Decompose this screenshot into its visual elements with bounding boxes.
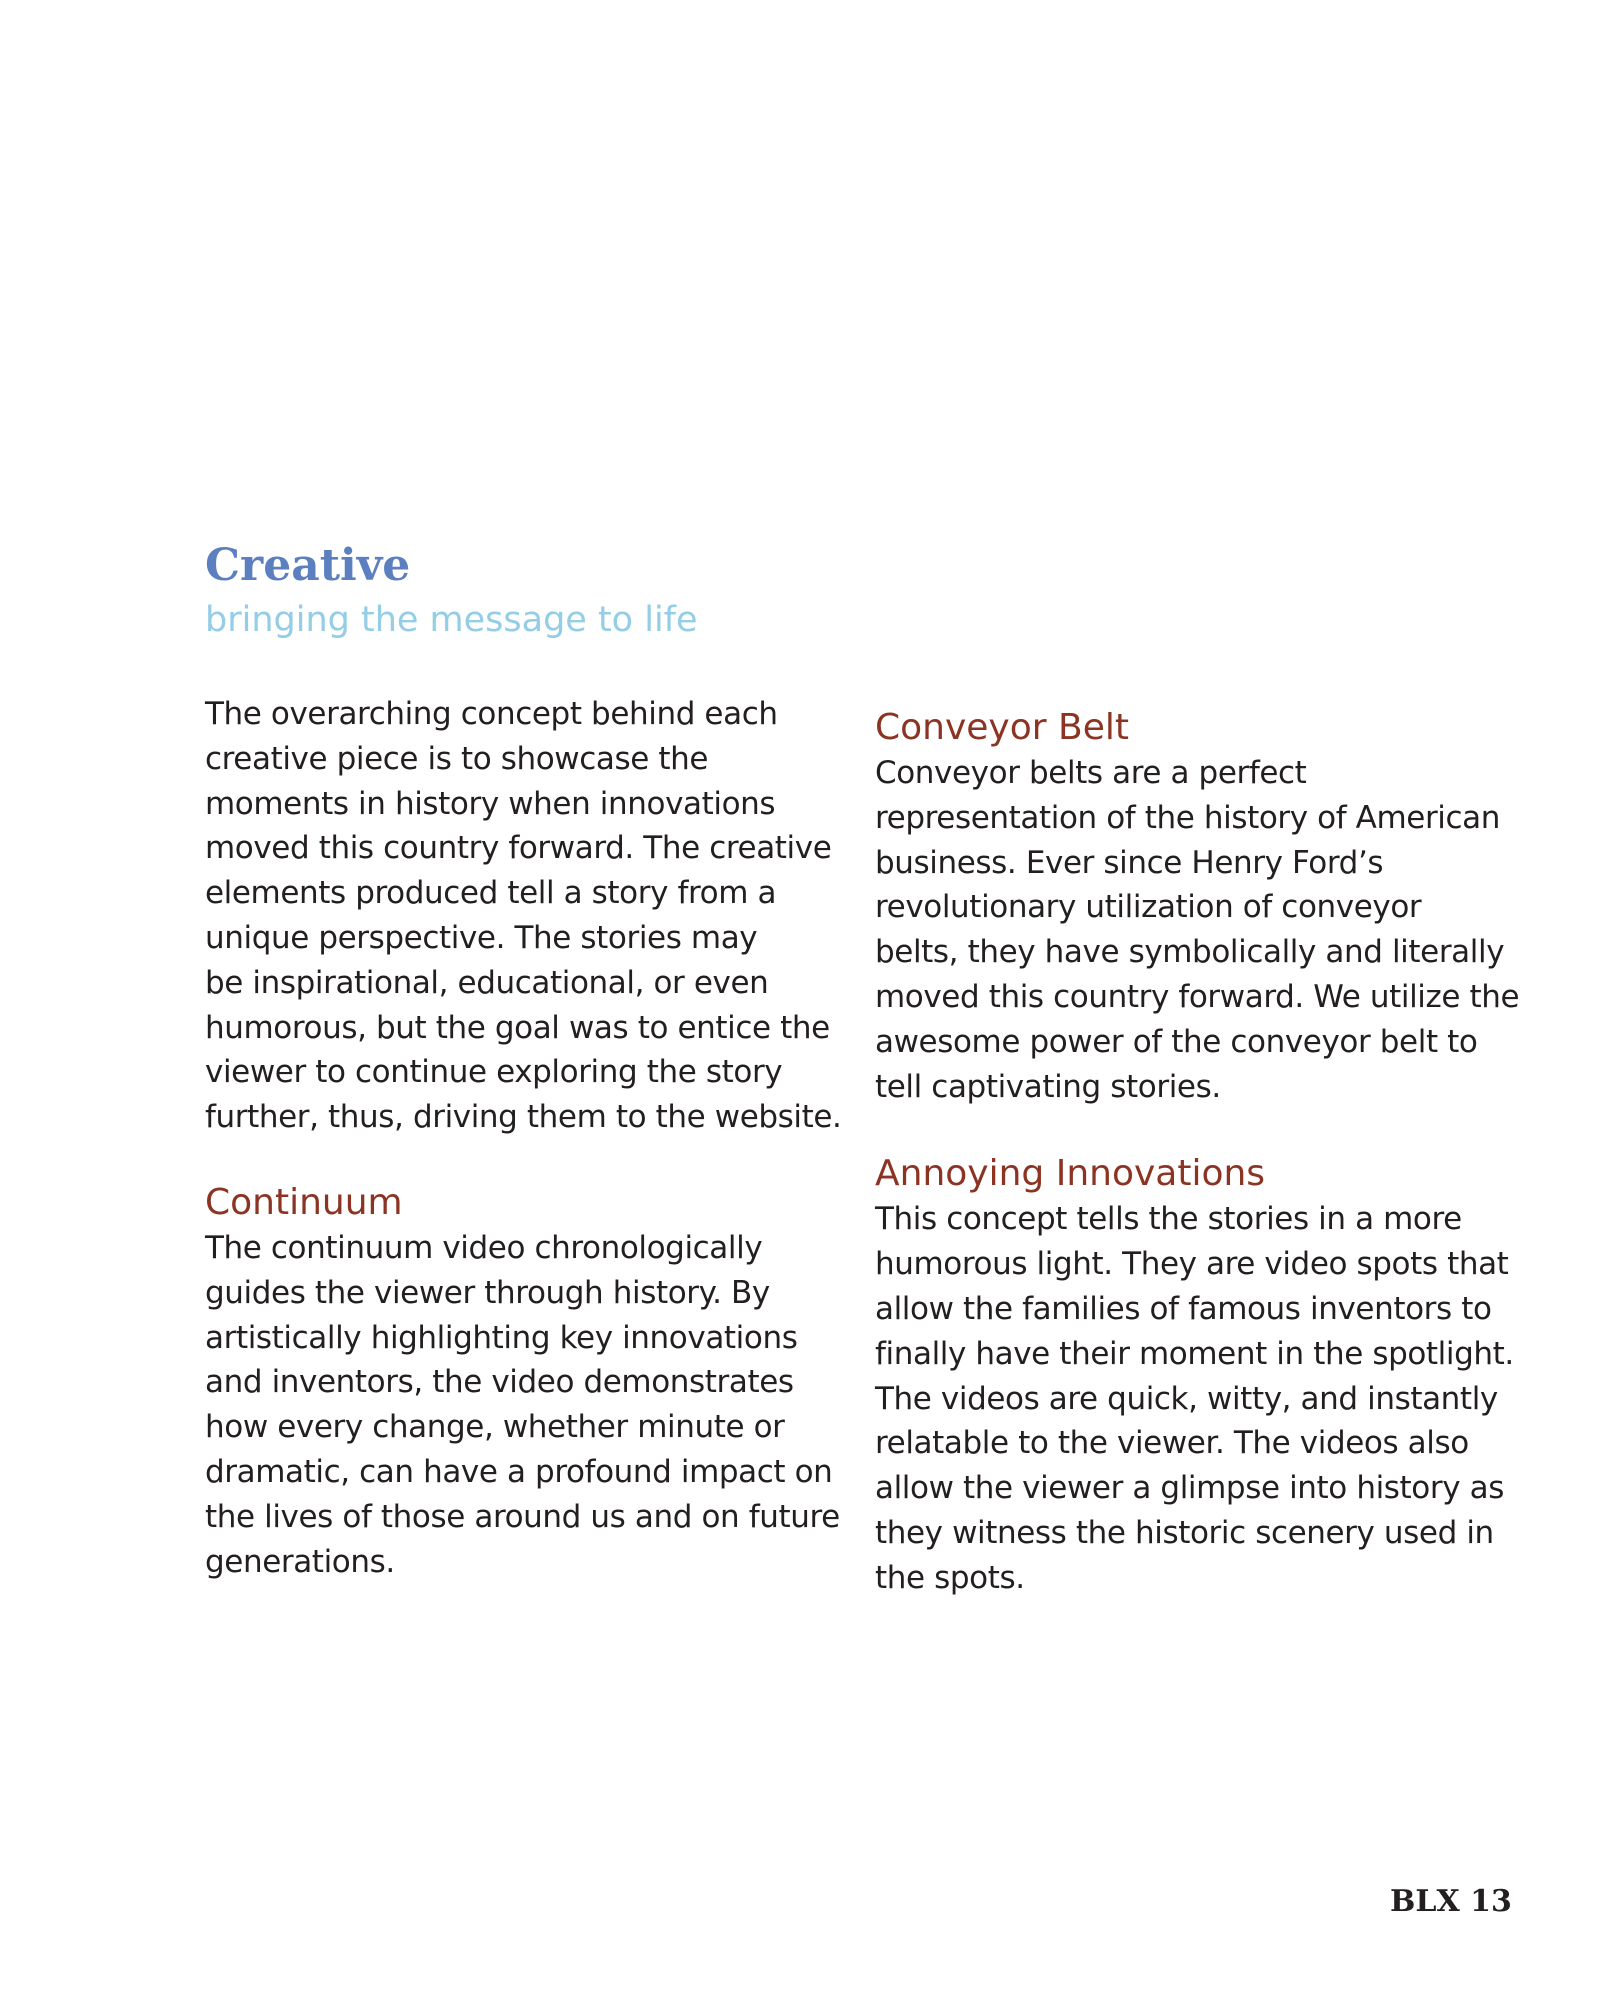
text-line: further, thus, driving them to the website. bbox=[205, 1099, 842, 1136]
page-title: Creative bbox=[205, 540, 411, 591]
text-line: The continuum video chronologically bbox=[205, 1229, 763, 1266]
text-line: belts, they have symbolically and literally bbox=[875, 934, 1505, 971]
text-line: moved this country forward. We utilize the bbox=[875, 978, 1520, 1015]
text-line: revolutionary utilization of conveyor bbox=[875, 889, 1422, 926]
text-line: humorous light. They are video spots that bbox=[875, 1246, 1509, 1283]
section-heading: Continuum bbox=[205, 1181, 403, 1223]
text-line: and inventors, the video demonstrates bbox=[205, 1364, 794, 1401]
text-line: generations. bbox=[205, 1543, 395, 1580]
text-line: the lives of those around us and on future bbox=[205, 1498, 840, 1535]
section-heading: Conveyor Belt bbox=[875, 707, 1129, 748]
text-line: moved this country forward. The creative bbox=[205, 830, 832, 867]
text-line: representation of the history of American bbox=[875, 799, 1501, 836]
text-line: unique perspective. The stories may bbox=[205, 919, 758, 956]
text-line: guides the viewer through history. By bbox=[205, 1274, 770, 1311]
text-line: The overarching concept behind each bbox=[205, 696, 778, 732]
text-line: The videos are quick, witty, and instantly bbox=[875, 1380, 1498, 1417]
text-line: business. Ever since Henry Ford’s bbox=[875, 844, 1384, 881]
intro-paragraph bbox=[205, 692, 845, 1140]
text-line: moments in history when innovations bbox=[205, 785, 776, 822]
page-subtitle: bringing the message to life bbox=[205, 600, 698, 640]
text-line: be inspirational, educational, or even bbox=[205, 964, 769, 1001]
left-column bbox=[205, 692, 845, 1584]
text-line: Conveyor belts are a perfect bbox=[875, 755, 1307, 791]
text-line: awesome power of the conveyor belt to bbox=[875, 1023, 1478, 1060]
text-line: viewer to continue exploring the story bbox=[205, 1054, 783, 1091]
text-line: finally have their moment in the spotlight. bbox=[875, 1335, 1514, 1372]
text-line: This concept tells the stories in a more bbox=[875, 1201, 1462, 1238]
text-line: tell captivating stories. bbox=[875, 1068, 1221, 1105]
section-annoying-innovations bbox=[875, 1151, 1515, 1600]
text-line: creative piece is to showcase the bbox=[205, 740, 709, 777]
text-line: the spots. bbox=[875, 1559, 1025, 1596]
section-conveyor-belt bbox=[875, 705, 1520, 1109]
text-line: elements produced tell a story from a bbox=[205, 875, 777, 912]
section-continuum bbox=[205, 1180, 845, 1584]
section-heading: Annoying Innovations bbox=[875, 1153, 1266, 1195]
text-line: artistically highlighting key innovations bbox=[205, 1319, 798, 1356]
text-line: they witness the historic scenery used in bbox=[875, 1514, 1494, 1551]
spacer bbox=[205, 1140, 845, 1180]
text-line: relatable to the viewer. The videos also bbox=[875, 1425, 1469, 1462]
text-line: how every change, whether minute or bbox=[205, 1409, 785, 1446]
spacer bbox=[875, 1109, 1515, 1151]
text-line: dramatic, can have a profound impact on bbox=[205, 1453, 833, 1490]
text-line: allow the viewer a glimpse into history as bbox=[875, 1470, 1504, 1507]
page-number: BLX 13 bbox=[1390, 1884, 1512, 1919]
text-line: allow the families of famous inventors to bbox=[875, 1290, 1492, 1327]
right-column bbox=[875, 705, 1520, 1601]
text-line: humorous, but the goal was to entice the bbox=[205, 1009, 830, 1046]
